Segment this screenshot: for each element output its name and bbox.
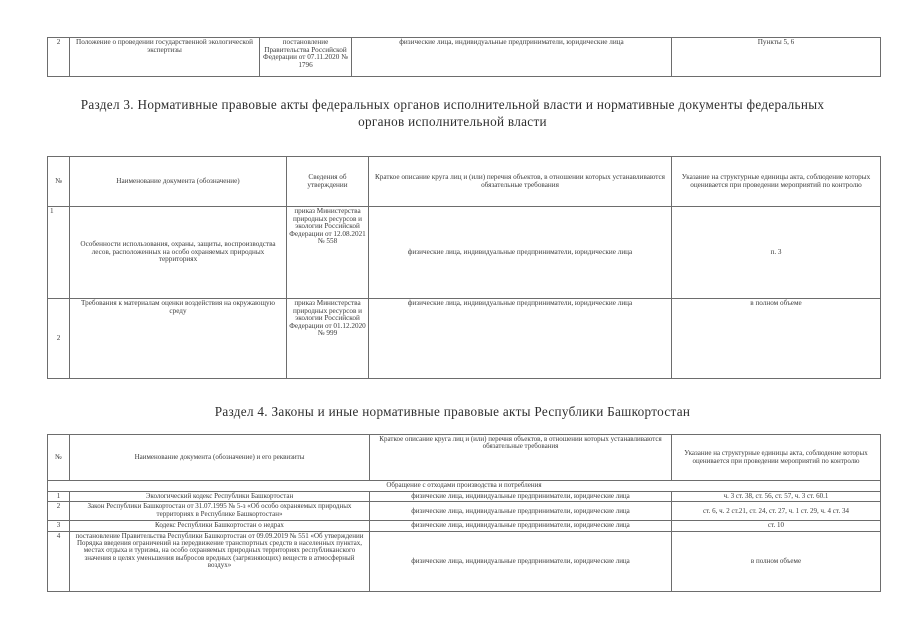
row-number: 1 <box>48 492 70 502</box>
document-name: Положение о проведении государственной экологической экспертизы <box>70 38 260 77</box>
structural-units: ч. 3 ст. 38, ст. 56, ст. 57, ч. 3 ст. 60.1 <box>672 492 881 502</box>
row-number: 2 <box>48 502 70 521</box>
row-number: 3 <box>48 521 70 531</box>
document-name: Экологический кодекс Республики Башкортостан <box>70 492 370 502</box>
structural-units: в полном объеме <box>672 299 881 379</box>
section-4-title: Раздел 4. Законы и иные нормативные правовые акты Республики Башкортостан <box>214 404 691 419</box>
structural-units: п. 3 <box>672 207 881 299</box>
top-table <box>47 37 881 77</box>
structural-units: ст. 10 <box>672 521 881 531</box>
table-row <box>48 531 881 591</box>
structural-units: Пункты 5, 6 <box>672 38 881 77</box>
header-name: Наименование документа (обозначение) <box>70 157 287 207</box>
header-units: Указание на структурные единицы акта, соблюдение которых оценивается при проведении мероприятий по контролю <box>672 157 881 207</box>
table-row <box>48 299 881 379</box>
header-units: Указание на структурные единицы акта, соблюдение которых оценивается при проведении мероприятий по контролю <box>672 435 881 481</box>
header-number: № <box>48 157 70 207</box>
section-3-table <box>47 156 881 379</box>
header-info: Сведения об утверждении <box>287 157 369 207</box>
row-number: 1 <box>48 207 70 299</box>
structural-units: в полном объеме <box>672 531 881 591</box>
approval-info: приказ Министерства природных ресурсов и экологии Российской Федерации от 12.08.2021 № 558 <box>287 207 369 299</box>
row-number: 2 <box>48 38 70 77</box>
header-name: Наименование документа (обозначение) и его реквизиты <box>70 435 370 481</box>
table-row <box>48 492 881 502</box>
scope-description: физические лица, индивидуальные предприниматели, юридические лица <box>352 38 672 77</box>
document-name: Кодекс Республики Башкортостан о недрах <box>70 521 370 531</box>
table-row <box>48 521 881 531</box>
section-4-table <box>47 434 881 592</box>
group-title: Обращение с отходами производства и потребления <box>48 481 881 492</box>
scope-description: физические лица, индивидуальные предприниматели, юридические лица <box>369 207 672 299</box>
section-3-title: Раздел 3. Нормативные правовые акты федеральных органов исполнительной власти и нормативные документы федеральных органов исполнительной власти <box>80 97 825 129</box>
table-row <box>48 38 881 77</box>
scope-description: физические лица, индивидуальные предприниматели, юридические лица <box>370 502 672 521</box>
row-number: 2 <box>48 299 70 379</box>
group-row <box>48 481 881 492</box>
row-number: 4 <box>48 531 70 591</box>
document-name: постановление Правительства Республики Башкортостан от 09.09.2019 № 551 «Об утверждении Порядка введения ограничений на передвижение транспортных средств в населенных пунктах, местах отдыха и туризма, на особо охраняемых природных территориях республиканского значения в целях уменьшения выбросов вредных (загрязняющих) веществ в атмосферный воздух» <box>70 531 370 591</box>
document-name: Особенности использования, охраны, защиты, воспроизводства лесов, расположенных на особо охраняемых природных территориях <box>70 207 287 299</box>
structural-units: ст. 6, ч. 2 ст.21, ст. 24, ст. 27, ч. 1 ст. 29, ч. 4 ст. 34 <box>672 502 881 521</box>
scope-description: физические лица, индивидуальные предприниматели, юридические лица <box>370 521 672 531</box>
header-scope: Краткое описание круга лиц и (или) перечня объектов, в отношении которых устанавливаются обязательные требования <box>370 435 672 481</box>
table-row <box>48 207 881 299</box>
approval-info: постановление Правительства Российской Федерации от 07.11.2020 № 1796 <box>260 38 352 77</box>
table-header-row <box>48 157 881 207</box>
scope-description: физические лица, индивидуальные предприниматели, юридические лица <box>370 531 672 591</box>
header-scope: Краткое описание круга лиц и (или) перечня объектов, в отношении которых устанавливаются обязательные требования <box>369 157 672 207</box>
scope-description: физические лица, индивидуальные предприниматели, юридические лица <box>370 492 672 502</box>
scope-description: физические лица, индивидуальные предприниматели, юридические лица <box>369 299 672 379</box>
document-name: Закон Республики Башкортостан от 31.07.1995 № 5-з «Об особо охраняемых природных территориях в Республике Башкортостан» <box>70 502 370 521</box>
approval-info: приказ Министерства природных ресурсов и экологии Российской Федерации от 01.12.2020 № 999 <box>287 299 369 379</box>
table-header-row <box>48 435 881 481</box>
table-row <box>48 502 881 521</box>
header-number: № <box>48 435 70 481</box>
document-name: Требования к материалам оценки воздействия на окружающую среду <box>70 299 287 379</box>
